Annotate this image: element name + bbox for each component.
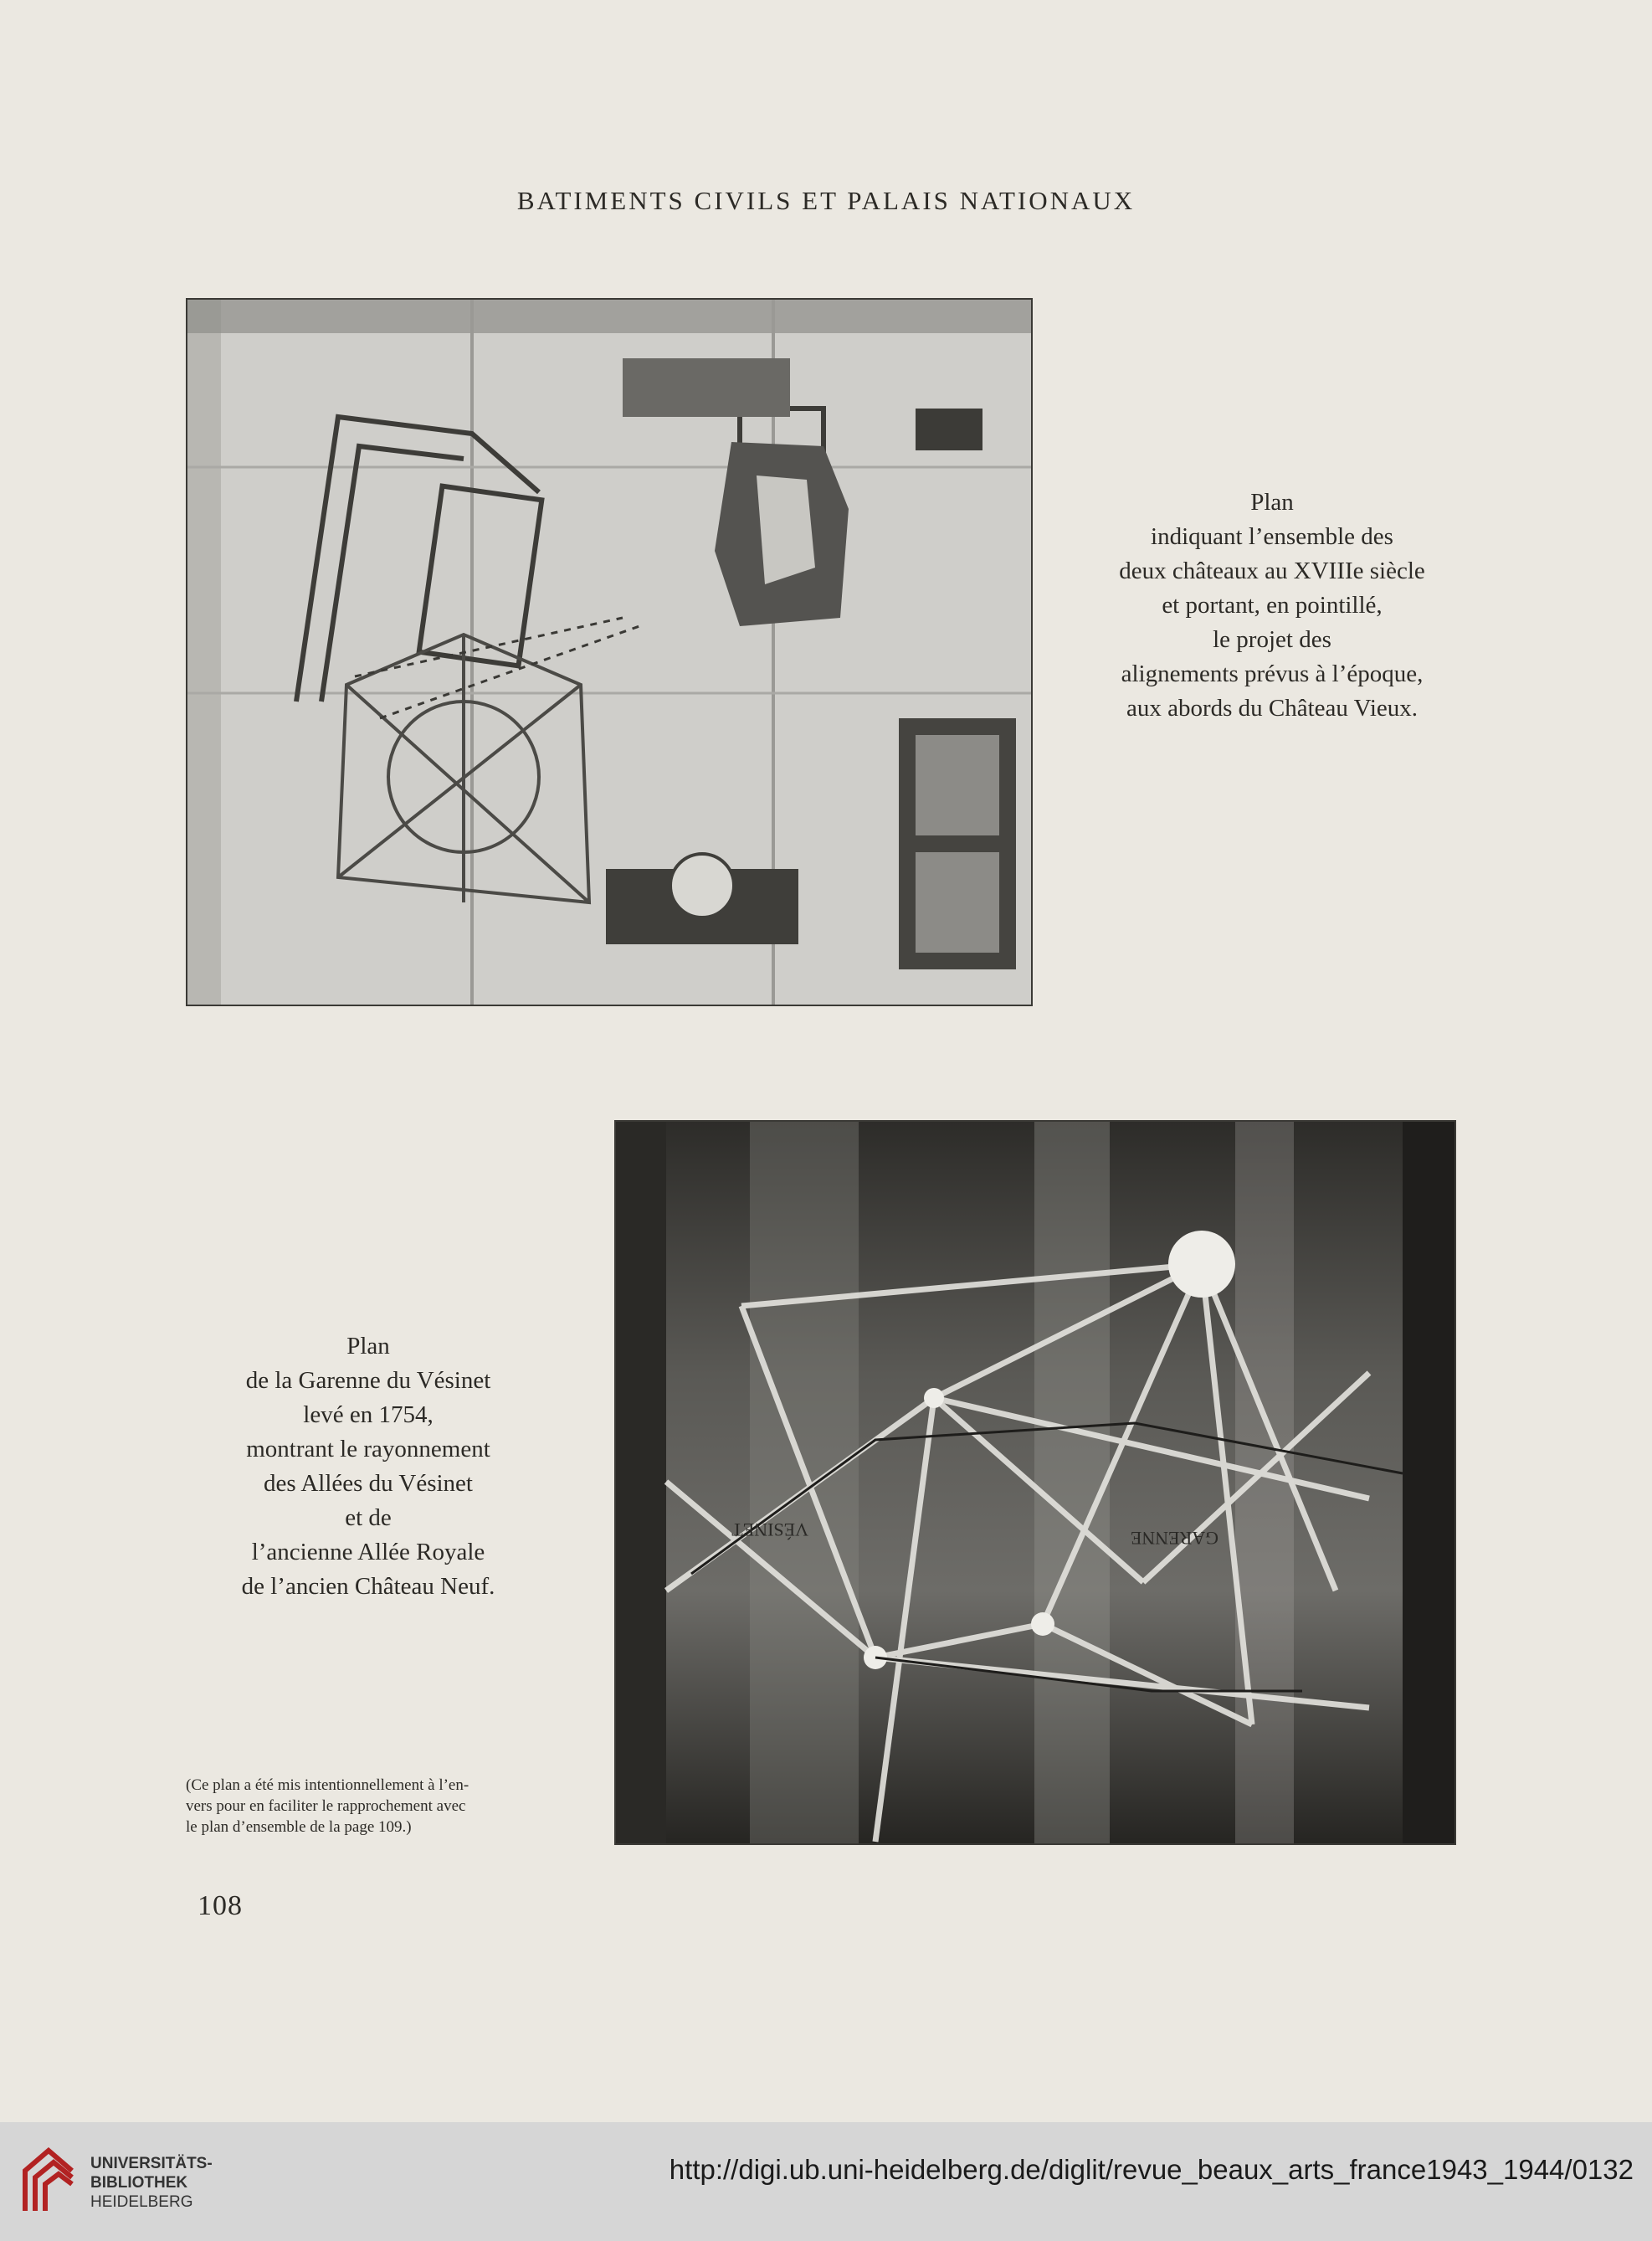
footnote-line: vers pour en faciliter le rapprochement avec <box>186 1797 466 1815</box>
caption-line: levé en 1754, <box>303 1401 434 1428</box>
caption-line: de la Garenne du Vésinet <box>245 1367 491 1394</box>
bottom-plan-caption <box>159 1329 577 1604</box>
caption-line: le projet des <box>1213 626 1331 653</box>
footnote <box>186 1775 571 1838</box>
caption-line: Plan <box>346 1333 390 1360</box>
caption-line: et de <box>345 1504 392 1531</box>
footnote-line: (Ce plan a été mis intentionnellement à l’en- <box>186 1776 469 1794</box>
caption-line: de l’ancien Château Neuf. <box>241 1573 495 1600</box>
caption-line: l’ancienne Allée Royale <box>251 1539 485 1565</box>
library-name-line: HEIDELBERG <box>90 2193 193 2211</box>
caption-line: et portant, en pointillé, <box>1162 592 1383 619</box>
library-name <box>90 2154 213 2212</box>
university-library-logo-icon <box>18 2146 79 2216</box>
footnote-line: le plan d’ensemble de la page 109.) <box>186 1818 412 1836</box>
library-name-line: BIBLIOTHEK <box>90 2174 188 2192</box>
garenne-plan-drawing <box>616 1122 1454 1843</box>
map-label-garenne: GARENNE <box>1130 1528 1218 1549</box>
caption-line: deux châteaux au XVIIIe siècle <box>1119 558 1425 584</box>
caption-line: Plan <box>1250 489 1294 516</box>
permalink-url[interactable]: http://digi.ub.uni-heidelberg.de/diglit/revue_beaux_arts_france1943_1944/0132 <box>669 2154 1634 2185</box>
caption-line: alignements prévus à l’époque, <box>1121 660 1424 687</box>
library-name-line: UNIVERSITÄTS- <box>90 2155 213 2172</box>
caption-line: indiquant l’ensemble des <box>1151 523 1393 550</box>
caption-line: des Allées du Vésinet <box>264 1470 473 1497</box>
page-number: 108 <box>198 1890 243 1921</box>
chateaux-plan-drawing <box>187 300 1031 1005</box>
garenne-plan-image <box>614 1120 1456 1845</box>
caption-line: aux abords du Château Vieux. <box>1126 695 1419 722</box>
running-head: BATIMENTS CIVILS ET PALAIS NATIONAUX <box>516 186 1136 215</box>
caption-line: montrant le rayonnement <box>246 1436 490 1462</box>
map-label-vesinet: VÉSINET <box>731 1519 808 1540</box>
chateaux-plan-image <box>186 298 1033 1006</box>
top-plan-caption <box>1038 486 1506 726</box>
digitization-footer <box>0 2122 1652 2241</box>
